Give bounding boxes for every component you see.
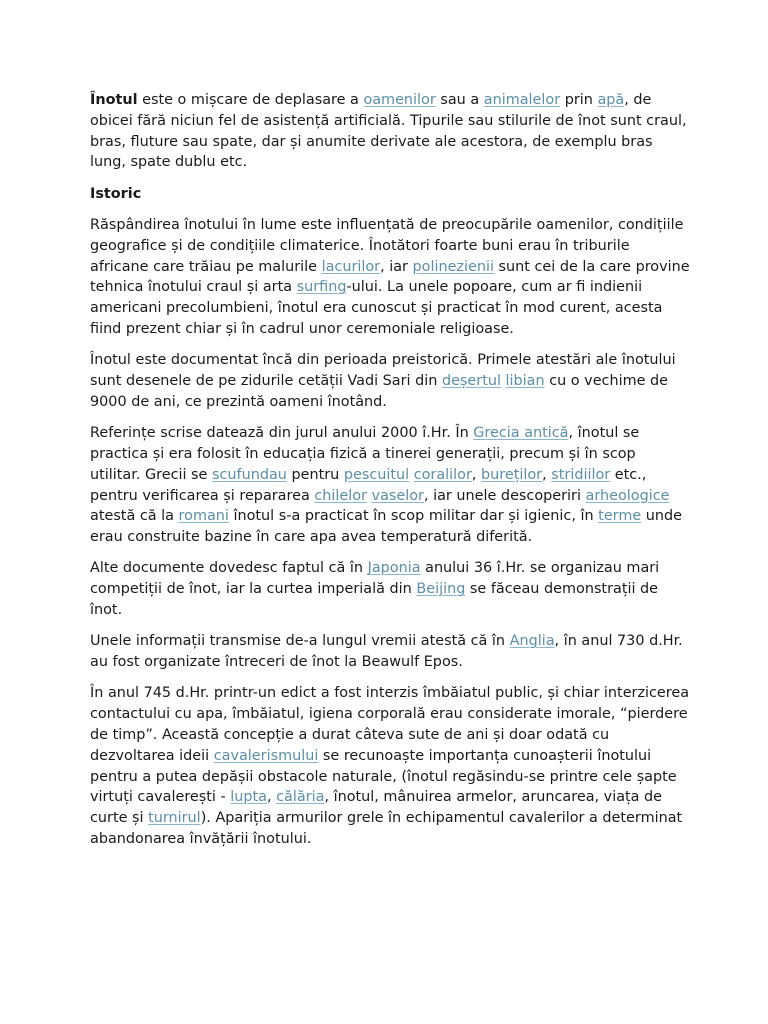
text: , (471, 466, 482, 483)
text: Înotul este documentat încă din perioada preistorică. Primele atestări ale înotului sunt desenele de pe zidurile cetății Vadi Sari din (90, 352, 676, 390)
link-beijing[interactable]: Beijing (416, 581, 466, 598)
history-paragraph-4 (90, 558, 690, 620)
article-body (90, 90, 690, 860)
text: Alte documente dovedesc faptul că în (90, 560, 368, 577)
text: , iar unele descoperiri (423, 487, 586, 504)
link-calaria[interactable]: călăria (276, 789, 325, 806)
text: , iar (380, 258, 413, 275)
link-pescuitul[interactable]: pescuitul (343, 466, 410, 483)
text: pentru (286, 466, 344, 483)
text: se făceau demonstrații de înot. (90, 581, 659, 619)
text: -ului. La unele popoare, cum ar fi indienii americani precolumbieni, înotul era cunoscut și practicat în mod curent, acesta fiind prezent chiar și în cadrul unor ceremoniale religioase. (90, 279, 663, 337)
text: sunt cei de la care provine tehnica înotului craul și arta (90, 258, 690, 296)
history-paragraph-5 (90, 631, 690, 673)
link-cavalerismului[interactable]: cavalerismului (213, 747, 319, 764)
link-animalelor[interactable]: animalelor (483, 92, 561, 108)
link-japonia[interactable]: Japonia (367, 560, 421, 577)
text: , înotul se practica și era folosit în educația fizică a tinerei generații, precum și în scop utilitar. Grecii se (90, 425, 640, 483)
link-buretilor[interactable]: bureților (481, 466, 543, 483)
text: este o mișcare de deplasare a (137, 92, 364, 108)
text: , în anul 730 d.Hr. au fost organizate întreceri de înot la Beawulf Epos. (90, 633, 683, 671)
text: etc., pentru verificarea și repararea (90, 466, 647, 504)
link-grecia-antica[interactable]: Grecia antică (473, 425, 569, 442)
link-terme[interactable]: terme (598, 508, 642, 525)
history-paragraph-6 (90, 683, 690, 849)
link-chilelor[interactable]: chilelor (314, 487, 367, 504)
link-polinezienii[interactable]: polinezienii (412, 258, 494, 275)
link-lacurilor[interactable]: lacurilor (321, 258, 381, 275)
text: , (266, 789, 277, 806)
history-paragraph-1 (90, 215, 690, 340)
link-arheologice[interactable]: arheologice (585, 487, 670, 504)
text: se recunoaște importanța cunoașterii înotului pentru a putea depășii obstacole naturale, (înotul regăsindu-se printre cele șapte virtuți cavalerești - (90, 747, 677, 806)
history-paragraph-3 (90, 423, 690, 548)
link-scufundau[interactable]: scufundau (211, 466, 287, 483)
lead-term: Înotul (90, 92, 138, 108)
text: ). Apariția armurilor grele în echipamentul cavalerilor a determinat abandonarea învățării înotului. (90, 810, 683, 847)
link-coralilor[interactable]: coralilor (413, 466, 472, 483)
text: , de obicei fără niciun fel de asistență artificială. Tipurile sau stilurile de înot sunt craul, bras, fluture sau spate, dar și anumite derivate ale acestora, de exemplu bras lung, spate dublu etc. (90, 92, 687, 171)
link-stridiilor[interactable]: stridiilor (551, 466, 611, 483)
text: , (542, 466, 552, 483)
link-apa[interactable]: apă (597, 92, 625, 108)
text: prin (560, 92, 598, 108)
link-romani[interactable]: romani (178, 508, 229, 525)
text: Răspândirea înotului în lume este influențată de preocupările oamenilor, condițiile geografice și de condițiile climaterice. Înotători foarte buni erau în triburile africane care trăiau pe malurile (90, 216, 684, 275)
link-libian[interactable]: libian (505, 373, 545, 390)
section-heading-istoric: Istoric (90, 185, 142, 202)
link-turnirul[interactable]: turnirul (148, 810, 201, 827)
text: cu o vechime de 9000 de ani, ce prezintă oameni înotând. (90, 373, 669, 410)
text: Referințe scrise datează din jurul anului 2000 î.Hr. În (90, 425, 474, 442)
text: unde erau construite bazine în care apa avea temperatură diferită. (90, 508, 683, 546)
history-paragraph-2 (90, 350, 690, 412)
text: În anul 745 d.Hr. printr-un edict a fost interzis îmbăiatul public, și chiar interzicerea contactului cu apa, îmbăiatul, igiena corporală erau considerate imorale, “pierdere de timp”. Această concepție a durat câteva sute de ani și doar odată cu dezvoltarea ideii (90, 685, 690, 764)
link-oamenilor[interactable]: oamenilor (363, 92, 436, 108)
text: înotul s-a practicat în scop militar dar și igienic, în (228, 508, 599, 525)
link-surfing[interactable]: surfing (296, 279, 347, 296)
text: , înotul, mânuirea armelor, aruncarea, viața de curte și (90, 789, 663, 827)
text: Unele informații transmise de-a lungul vremii atestă că în (90, 633, 510, 650)
link-lupta[interactable]: lupta (230, 789, 267, 806)
link-vaselor[interactable]: vaselor (371, 487, 424, 504)
intro-paragraph (90, 90, 690, 173)
link-desertul[interactable]: deșertul (441, 373, 501, 390)
text: anului 36 î.Hr. se organizau mari competiții de înot, iar la curtea imperială din (90, 560, 660, 598)
text: sau a (435, 92, 484, 108)
link-anglia[interactable]: Anglia (509, 633, 555, 650)
text: atestă că la (90, 508, 179, 525)
